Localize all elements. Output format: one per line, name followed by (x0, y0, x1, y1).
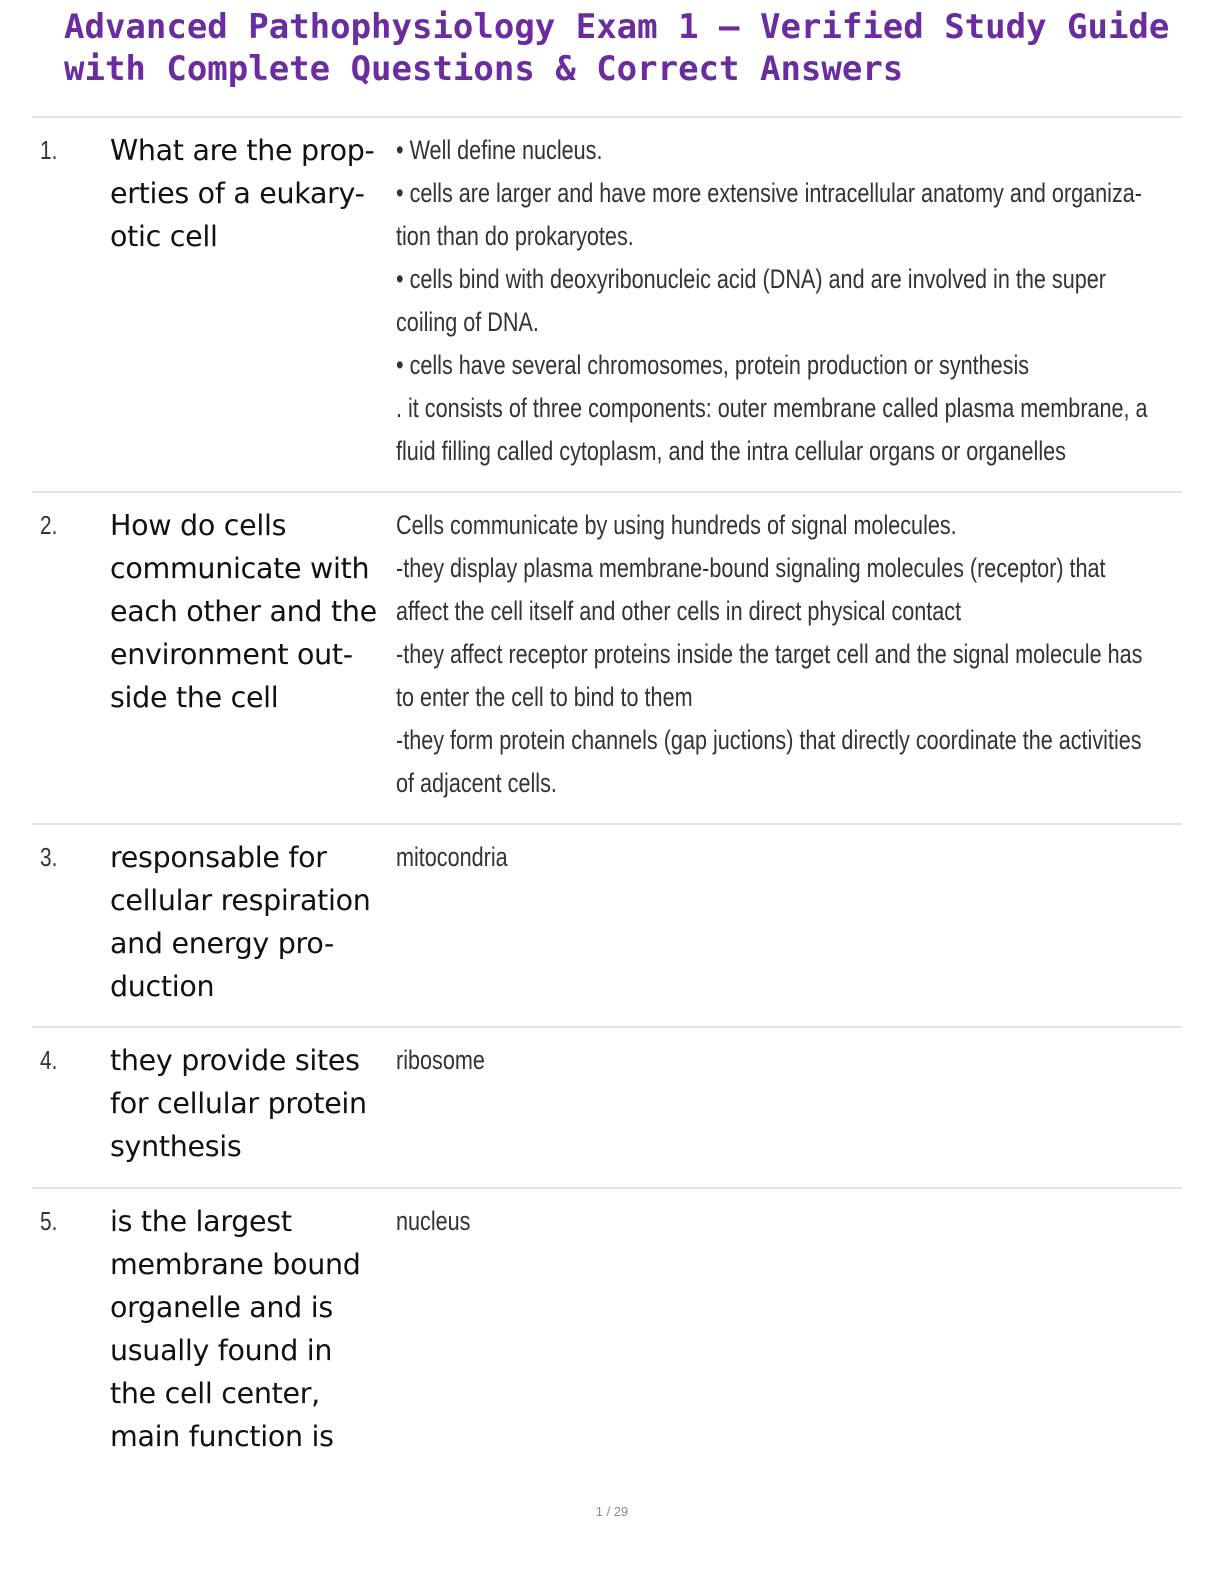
answer-line: • cells bind with deoxyribonucleic acid (DNA) and are involved in the super (396, 264, 1106, 294)
question-text (110, 1039, 395, 1168)
question-line: What are the prop- (110, 134, 375, 167)
divider (32, 1187, 1182, 1189)
answer-text (396, 129, 1164, 473)
question-text (110, 504, 395, 719)
answer-text (396, 504, 1164, 805)
question-line: How do cells (110, 509, 287, 542)
answer-text (396, 1200, 1164, 1243)
divider (32, 823, 1182, 825)
question-line: synthesis (110, 1130, 242, 1163)
title-line-1: Advanced Pathophysiology Exam 1 – Verified Study Guide (64, 7, 1170, 47)
question-line: is the largest (110, 1205, 292, 1238)
question-line: they provide sites (110, 1044, 360, 1077)
answer-line: -they form protein channels (gap juctions) that directly coordinate the activities (396, 725, 1142, 755)
question-line: each other and the (110, 595, 377, 628)
answer-line: • cells have several chromosomes, protein production or synthesis (396, 350, 1030, 380)
question-line: membrane bound (110, 1248, 361, 1281)
answer-line: tion than do prokaryotes. (396, 221, 634, 251)
divider (32, 116, 1182, 118)
answer-line: coiling of DNA. (396, 307, 539, 337)
question-line: main function is (110, 1420, 334, 1453)
question-text (110, 129, 395, 258)
answer-line: • Well define nucleus. (396, 135, 603, 165)
question-line: erties of a eukary- (110, 177, 365, 210)
question-line: communicate with (110, 552, 370, 585)
answer-line: nucleus (396, 1206, 471, 1236)
divider (32, 491, 1182, 493)
answer-line: . it consists of three components: outer membrane called plasma membrane, a (396, 393, 1148, 423)
page-indicator: 1 / 29 (595, 1504, 629, 1519)
item-number: 1. (40, 135, 58, 165)
answer-line: affect the cell itself and other cells in direct physical contact (396, 596, 962, 626)
question-line: usually found in (110, 1334, 333, 1367)
question-line: and energy pro- (110, 927, 334, 960)
answer-line: -they affect receptor proteins inside the target cell and the signal molecule has (396, 639, 1143, 669)
question-line: duction (110, 970, 215, 1003)
answer-text (396, 836, 1164, 879)
answer-line: Cells communicate by using hundreds of signal molecules. (396, 510, 957, 540)
question-line: for cellular protein (110, 1087, 367, 1120)
answer-text (396, 1039, 1164, 1082)
item-number: 3. (40, 842, 58, 872)
answer-line: of adjacent cells. (396, 768, 557, 798)
answer-line: -they display plasma membrane-bound signaling molecules (receptor) that (396, 553, 1106, 583)
question-line: the cell center, (110, 1377, 320, 1410)
item-number: 2. (40, 510, 58, 540)
question-line: cellular respiration (110, 884, 371, 917)
question-text (110, 836, 395, 1008)
answer-line: fluid filling called cytoplasm, and the intra cellular organs or organelles (396, 436, 1066, 466)
question-line: otic cell (110, 220, 218, 253)
answer-line: • cells are larger and have more extensive intracellular anatomy and organiza- (396, 178, 1142, 208)
answer-line: ribosome (396, 1045, 485, 1075)
answer-line: to enter the cell to bind to them (396, 682, 693, 712)
title-line-2: with Complete Questions & Correct Answers (64, 49, 904, 89)
question-line: responsable for (110, 841, 327, 874)
question-text (110, 1200, 395, 1458)
item-number: 5. (40, 1206, 58, 1236)
question-line: environment out- (110, 638, 353, 671)
item-number: 4. (40, 1045, 58, 1075)
question-line: side the cell (110, 681, 279, 714)
question-line: organelle and is (110, 1291, 333, 1324)
page-title (64, 6, 1214, 90)
answer-line: mitocondria (396, 842, 508, 872)
divider (32, 1026, 1182, 1028)
